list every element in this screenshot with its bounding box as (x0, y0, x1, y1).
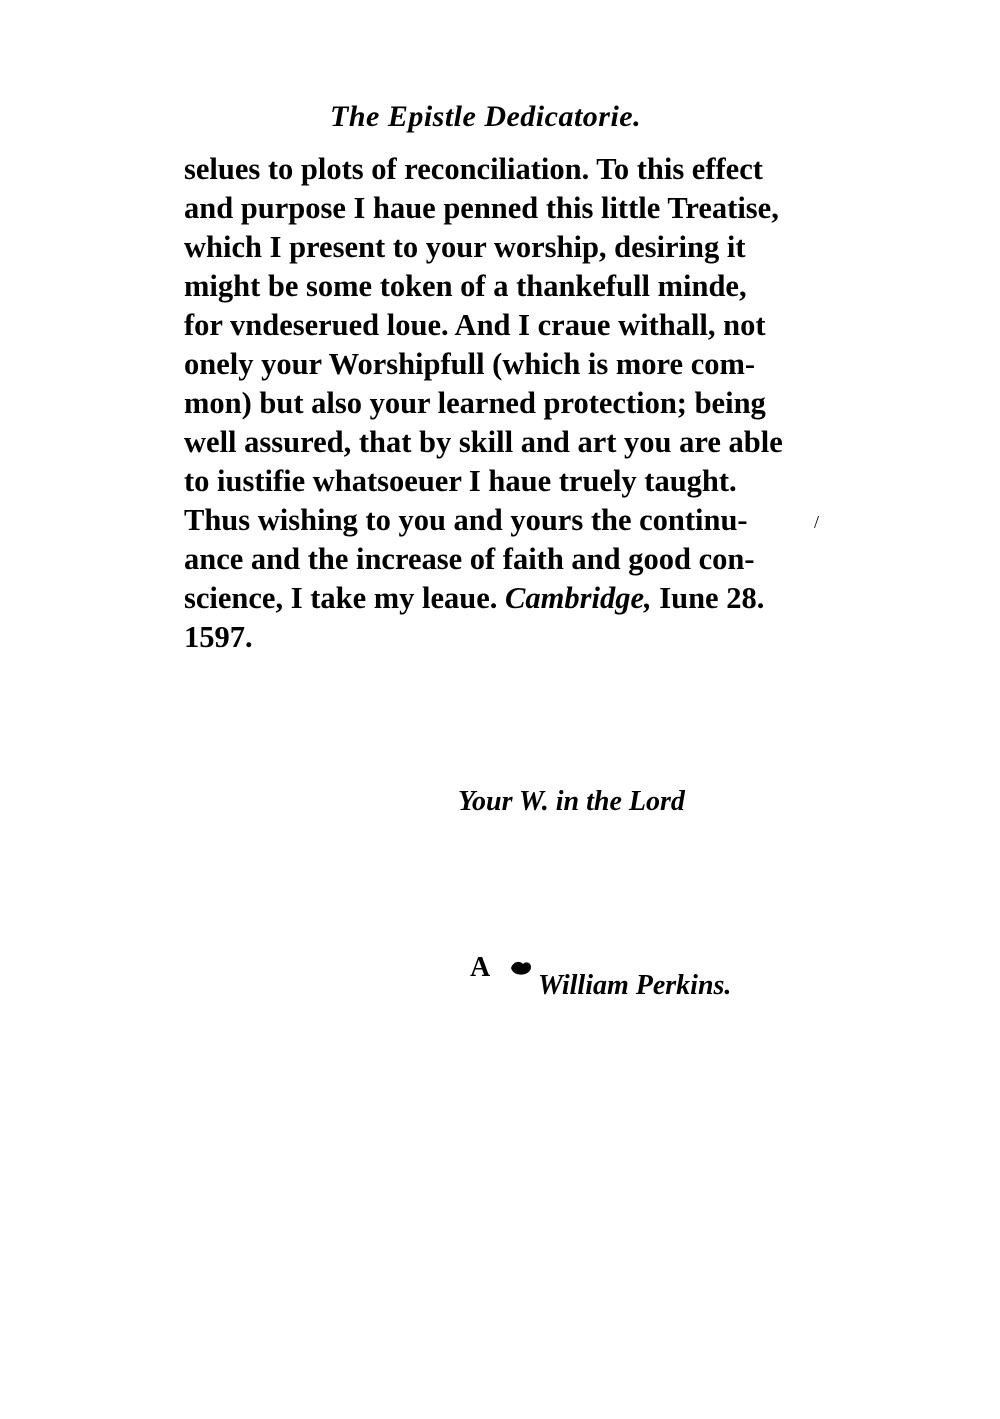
body-line-12-text: science, I take my leaue. (184, 581, 498, 615)
body-line-5: for vndeserued loue. And I craue withall, not (184, 308, 766, 342)
body-line-1: selues to plots of reconciliation. To this effect (184, 152, 763, 186)
body-line-11: ance and the increase of faith and good con- (184, 542, 755, 576)
body-line-13: 1597. (184, 620, 253, 654)
signature-mark (470, 950, 533, 984)
body-line-6: onely your Worshipfull (which is more com- (184, 347, 756, 381)
body-line-8: well assured, that by skill and art you are able (184, 425, 783, 459)
body-line-2: and purpose I haue penned this little Treatise, (184, 191, 779, 225)
body-line-7: mon) but also your learned protection; being (184, 386, 766, 420)
body-line-12 (184, 579, 824, 618)
signature-mark-letter: A (470, 951, 491, 983)
closing-salutation: Your W. in the Lord (458, 786, 685, 817)
place-name: Cambridge, (505, 581, 652, 615)
body-line-4: might be some token of a thankefull minde, (184, 269, 747, 303)
dedication-body (184, 150, 824, 657)
date-text: Iune 28. (659, 581, 765, 615)
body-line-10: Thus wishing to you and yours the continu- (184, 503, 748, 537)
running-head: The Epistle Dedicatorie. (330, 100, 642, 133)
stray-mark: / (814, 512, 820, 532)
ornament-icon (509, 958, 533, 978)
signature: William Perkins. (538, 970, 732, 1001)
body-line-3: which I present to your worship, desiring it (184, 230, 746, 264)
body-line-9: to iustifie whatsoeuer I haue truely taught. (184, 464, 737, 498)
